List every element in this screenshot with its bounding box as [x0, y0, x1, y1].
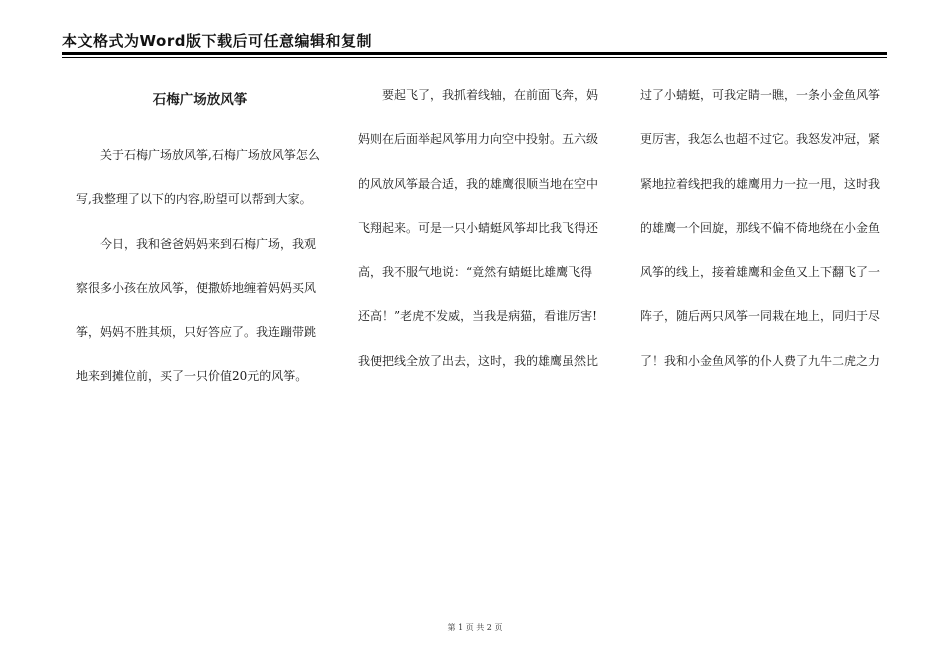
text-line: 要起飞了，我抓着线轴，在前面飞奔，妈 — [382, 88, 599, 102]
text-line: 飞翔起来。可是一只小蜻蜓风筝却比我飞得还 — [358, 220, 599, 235]
text-line: 今日，我和爸爸妈妈来到石梅广场，我观 — [100, 236, 317, 251]
text-column-1 — [76, 84, 324, 410]
text-column-2 — [358, 84, 610, 394]
text-line: 过了小蜻蜓，可我定睛一瞧，一条小金鱼风筝 — [640, 88, 881, 102]
text-column-3 — [640, 84, 890, 394]
text-line: 我便把线全放了出去，这时，我的雄鹰虽然比 — [358, 353, 599, 368]
text-line: 的雄鹰一个回旋，那线不偏不倚地绕在小金鱼 — [640, 220, 881, 235]
text-line: 阵子，随后两只风筝一同栽在地上，同归于尽 — [640, 309, 881, 324]
page-number: 第 1 页 共 2 页 — [447, 623, 503, 632]
text-line: 妈则在后面举起风筝用力向空中投射。五六级 — [358, 132, 599, 147]
text-line: 关于石梅广场放风筝,石梅广场放风筝怎么 — [100, 148, 320, 162]
text-line: 了！我和小金鱼风筝的仆人费了九牛二虎之力 — [640, 353, 881, 368]
text-line: 更厉害，我怎么也超不过它。我怒发冲冠，紧 — [640, 132, 881, 147]
text-line: 的风放风筝最合适，我的雄鹰很顺当地在空中 — [358, 176, 599, 191]
text-line: 写,我整理了以下的内容,盼望可以帮到大家。 — [76, 192, 312, 207]
header-rule-thin — [62, 57, 887, 58]
text-line: 察很多小孩在放风筝，便撒娇地缠着妈妈买风 — [76, 280, 317, 295]
text-line: 筝，妈妈不胜其烦，只好答应了。我连蹦带跳 — [76, 325, 317, 340]
article-title: 石梅广场放风筝 — [152, 92, 248, 108]
text-line: 还高！”老虎不发威，当我是病猫，看谁厉害! — [358, 309, 597, 324]
document-banner: 本文格式为Word版下载后可任意编辑和复制 — [62, 32, 372, 50]
text-line: 高，我不服气地说：“竟然有蜻蜓比雄鹰飞得 — [358, 265, 593, 280]
header-rule-thick — [62, 52, 887, 55]
text-line: 紧地拉着线把我的雄鹰用力一拉一甩，这时我 — [640, 176, 881, 191]
text-line: 地来到摊位前，买了一只价值20元的风筝。 — [76, 369, 308, 384]
text-line: 风筝的线上，接着雄鹰和金鱼又上下翻飞了一 — [640, 265, 881, 280]
